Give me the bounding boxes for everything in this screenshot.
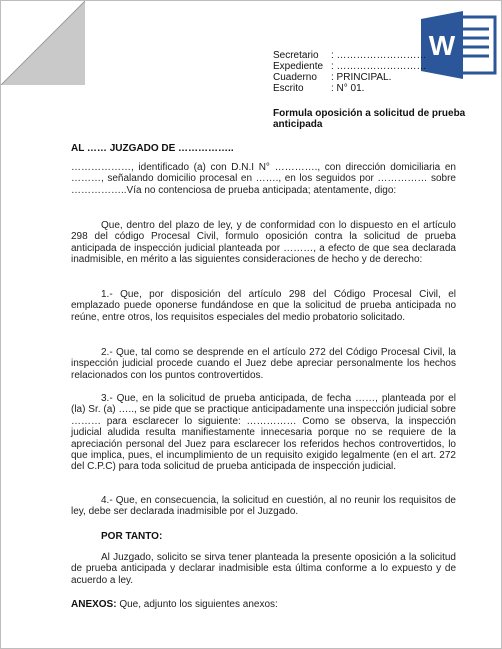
por-tanto-heading: POR TANTO: [101,531,163,542]
word-icon-letter: W [428,30,456,61]
point-4-paragraph: 4.- Que, en consecuencia, la solicitud en cuestión, al no reunir los requisitos de ley, debe ser declarada inadmisible por el Juzgado. [71,495,456,518]
intro-paragraph: ………………, identificado (a) con D.N.I N° …………., con dirección domiciliaria en ………, señalando domicilio procesal en ……., en los seguidos por …………… sobre ……………..Vía no contenciosa de prueba anticipada; atentamente, digo: [71,162,456,196]
opposition-paragraph: Que, dentro del plazo de ley, y de conformidad con lo dispuesto en el artículo 298 del código Procesal Civil, formulo oposición contra la solicitud de prueba anticipada de inspección judicial planteada por ………, a efecto de que sea declarada inadmisible, en mérito a las siguientes consideraciones de hecho y de derecho: [71,220,456,266]
expediente-value: : ……………………… [331,61,427,72]
point-3-paragraph: 3.- Que, en la solicitud de prueba anticipada, de fecha ……, planteada por el (la) Sr. (a) ….., se pide que se practique anticipadamente una inspección judicial sobre ……… para esclarecer lo siguiente: …………… Como se observa, la inspección judicial aludida resulta manifiestamente innecesaria porque no se requiere de la apreciación personal del Juez para esclarecer los referidos hechos controvertidos, lo que implica, pues, el incumplimiento de un requisito exigido legalmente (en el art. 272 del C.P.C) para toda solicitud de prueba anticipada de inspección judicial. [71,393,456,473]
expediente-label: Expediente [273,61,324,72]
court-addressee: AL …… JUZGADO DE …………….. [71,143,234,154]
anexos-line [71,599,278,610]
point-1-paragraph: 1.- Que, por disposición del artículo 298 del Código Procesal Civil, el emplazado puede oponerse fundándose en que la solicitud de prueba anticipada no reúne, entre otros, los requisitos especiales del medio probatorio solicitado. [71,289,456,323]
escrito-label: Escrito [273,83,304,94]
anexos-text: Que, adjunto los siguientes anexos: [116,599,278,610]
anexos-label: ANEXOS: [71,599,117,610]
cuaderno-label: Cuaderno [273,72,317,83]
document-title: Formula oposición a solicitud de prueba anticipada [273,108,466,130]
page-fold-icon [1,1,85,85]
point-2-paragraph: 2.- Que, tal como se desprende en el artículo 272 del Código Procesal Civil, la inspección judicial procede cuando el Juez debe apreciar personalmente los hechos relacionados con los puntos controvertidos. [71,347,456,381]
case-header [273,50,502,94]
secretario-label: Secretario [273,50,319,61]
secretario-value: : ……………………… [331,50,427,61]
cuaderno-value: : PRINCIPAL. [331,72,392,83]
por-tanto-paragraph: Al Juzgado, solicito se sirva tener planteada la presente oposición a la solicitud de prueba anticipada y declarar inadmisible esta última conforme a lo expuesto y de acuerdo a ley. [71,552,456,586]
escrito-value: : N° 01. [331,83,365,94]
